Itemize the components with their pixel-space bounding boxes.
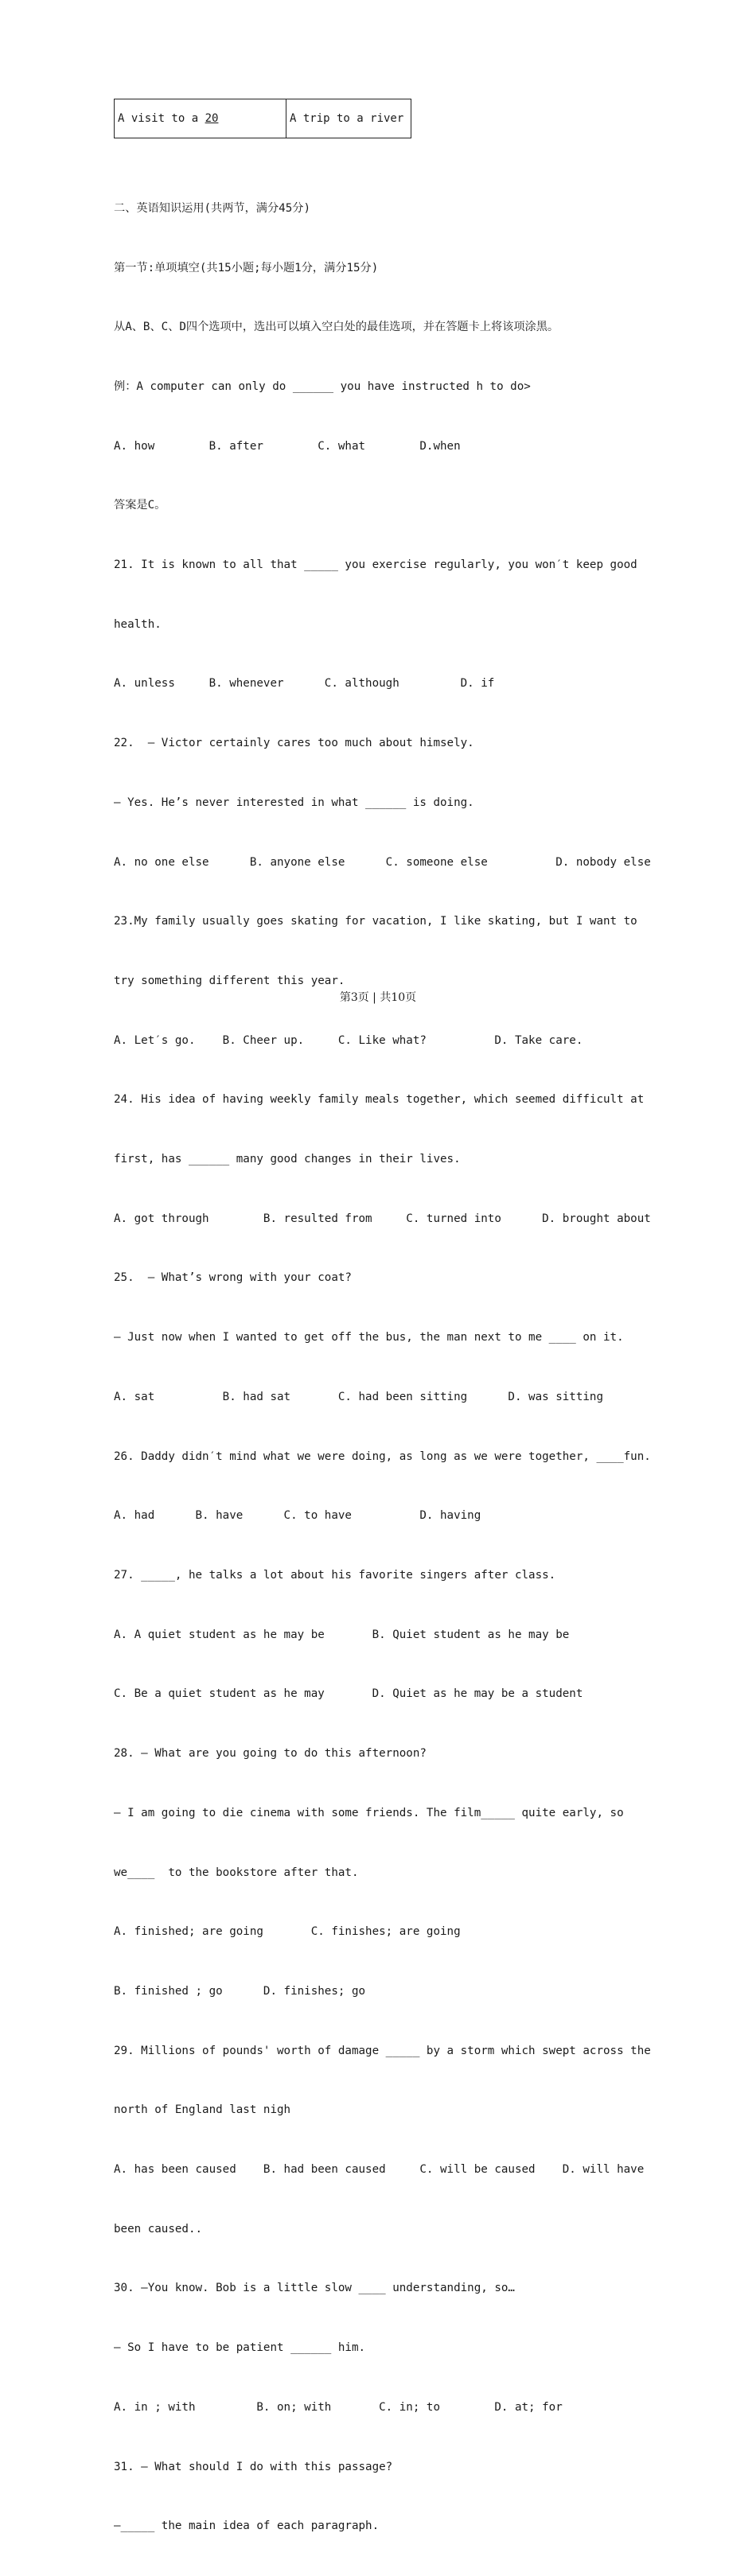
options-line: A. Let′s go. B. Cheer up. C. Like what? D. Take care. bbox=[114, 1033, 583, 1047]
instructions: 从A、B、C、D四个选项中，选出可以填入空白处的最佳选项，并在答题卡上将该项涂黑。 bbox=[114, 321, 559, 334]
options-line: A. has been caused B. had been caused C. will be caused D. will have bbox=[114, 2163, 645, 2177]
options-line: A. in ; with B. on; with C. in; to D. at; for bbox=[114, 2400, 563, 2414]
example-options: A. how B. after C. what D.when bbox=[114, 439, 461, 453]
question-line: — I am going to die cinema with some friends. The film_____ quite early, so bbox=[114, 1806, 624, 1819]
options-line: A. finished; are going C. finishes; are going bbox=[114, 1925, 461, 1939]
options-line: been caused.. bbox=[114, 2222, 203, 2236]
question-line: 25. — What’s wrong with your coat? bbox=[114, 1271, 352, 1285]
question-line: — Just now when I wanted to get off the bus, the man next to me ____ on it. bbox=[114, 1331, 624, 1344]
question-line: 27. _____, he talks a lot about his favorite singers after class. bbox=[114, 1568, 556, 1582]
question-line: try something different this year. bbox=[114, 974, 345, 987]
question-line: 31. — What should I do with this passage? bbox=[114, 2460, 393, 2473]
question-line: 29. Millions of pounds' worth of damage _____ by a storm which swept across the bbox=[114, 2044, 651, 2057]
question-line: — Yes. He’s never interested in what ______ is doing. bbox=[114, 796, 474, 809]
answer-table bbox=[114, 99, 411, 138]
options-line: A. unless B. whenever C. although D. if bbox=[114, 677, 495, 691]
example-question: 例：A computer can only do ______ you have instructed h to do> bbox=[114, 379, 531, 393]
example-answer: 答案是C。 bbox=[114, 499, 166, 512]
options-line: B. finished ; go D. finishes; go bbox=[114, 1984, 366, 1998]
question-line: — So I have to be patient ______ him. bbox=[114, 2341, 366, 2355]
options-line: A. sat B. had sat C. had been sitting D. was sitting bbox=[114, 1390, 603, 1403]
table-cell-trip: A trip to a river bbox=[286, 99, 411, 138]
question-line: 26. Daddy didn′t mind what we were doing, as long as we were together, ____fun. bbox=[114, 1449, 651, 1463]
section-subheading: 第一节:单项填空(共15小题;每小题1分，满分15分) bbox=[114, 261, 379, 274]
table-cell-visit bbox=[115, 99, 286, 138]
options-line: A. no one else B. anyone else C. someone else D. nobody else bbox=[114, 855, 651, 869]
question-content bbox=[114, 159, 651, 2576]
table-cell-text: A visit to a bbox=[118, 112, 205, 125]
question-line: 22. — Victor certainly cares too much about himsely. bbox=[114, 737, 474, 750]
options-line: A. A quiet student as he may be B. Quiet student as he may be bbox=[114, 1628, 570, 1641]
question-line: 24. His idea of having weekly family meals together, which seemed difficult at bbox=[114, 1093, 645, 1107]
question-line: 23.My family usually goes skating for vacation, I like skating, but I want to bbox=[114, 915, 637, 928]
table-row bbox=[115, 99, 411, 138]
question-line: health. bbox=[114, 617, 162, 631]
options-line: A. had B. have C. to have D. having bbox=[114, 1509, 481, 1523]
section-heading: 二、英语知识运用(共两节，满分45分) bbox=[114, 201, 310, 215]
options-line: A. got through B. resulted from C. turned into D. brought about bbox=[114, 1212, 651, 1225]
question-line: we____ to the bookstore after that. bbox=[114, 1866, 359, 1879]
question-line: —_____ the main idea of each paragraph. bbox=[114, 2520, 380, 2533]
blank-number: 20 bbox=[205, 112, 219, 125]
question-line: 21. It is known to all that _____ you exercise regularly, you won′t keep good bbox=[114, 558, 637, 572]
question-line: 30. —You know. Bob is a little slow ____ understanding, so… bbox=[114, 2282, 515, 2295]
page-footer: 第3页 | 共10页 bbox=[339, 991, 417, 1004]
question-line: north of England last nigh bbox=[114, 2103, 291, 2117]
options-line: C. Be a quiet student as he may D. Quiet as he may be a student bbox=[114, 1687, 583, 1701]
question-line: first, has ______ many good changes in their lives. bbox=[114, 1153, 461, 1166]
question-line: 28. — What are you going to do this afternoon? bbox=[114, 1747, 427, 1761]
